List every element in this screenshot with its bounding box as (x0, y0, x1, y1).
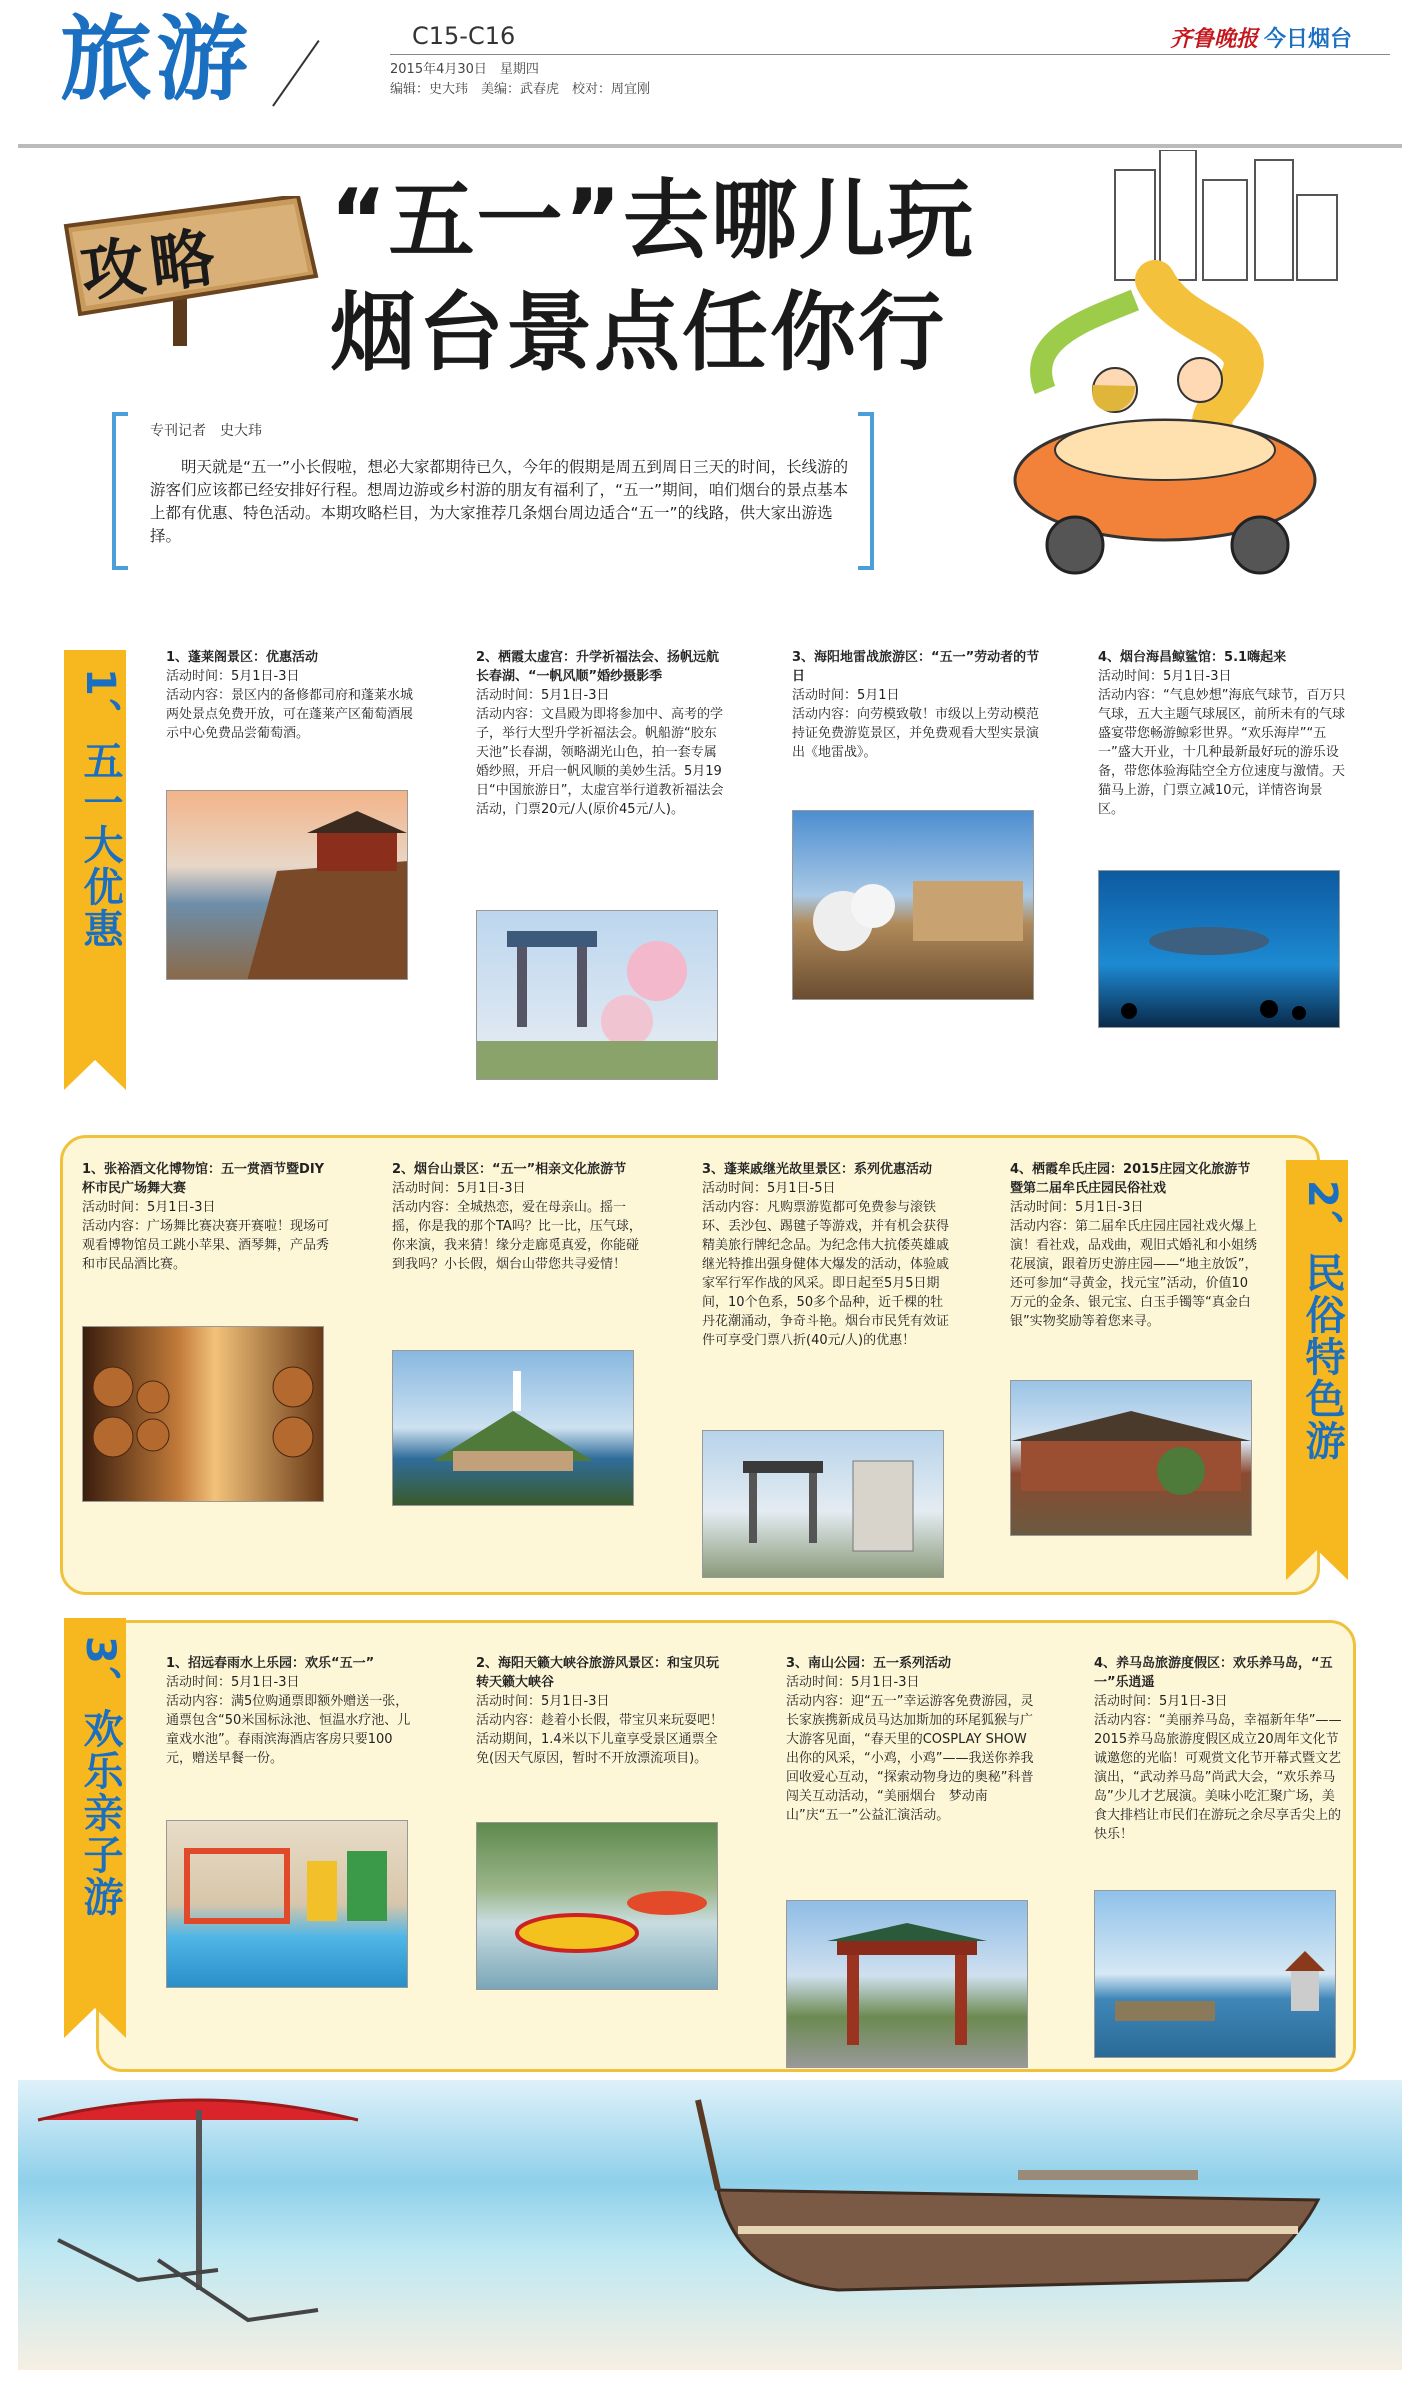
item-time: 活动时间：5月1日-3日 (166, 669, 300, 684)
section-2-item-4 (1010, 1160, 1260, 1331)
item-content: 活动内容：景区内的备修都司府和蓬莱水城两处景点免费开放，可在蓬莱产区葡萄酒展示中心免费品尝葡萄酒。 (166, 688, 414, 741)
photo-penglai-pavilion (166, 790, 408, 980)
section-3-item-3 (786, 1654, 1036, 1825)
page-numbers: C15-C16 (412, 22, 516, 50)
photo-nanshan-park-gate (786, 1900, 1028, 2068)
item-title: 4、烟台海昌鲸鲨馆：5.1嗨起来 (1098, 650, 1287, 665)
section-3-item-4 (1094, 1654, 1344, 1844)
item-content: 活动内容：“气息妙想”海底气球节，百万只气球，五大主题气球展区，前所未有的气球盛宴带您畅游鲸彩世界。“欢乐海岸”“五一”盛大开业，十几种最新最好玩的游乐设备，带您体验海陆空全方位速度与激情。天猫马上游，门票立减10元，详情咨询景区。 (1098, 688, 1346, 817)
item-time: 活动时间：5月1日-3日 (1098, 669, 1232, 684)
reporter-byline: 专刊记者 史大玮 (150, 423, 262, 439)
photo-qi-jiguang-memorial (702, 1430, 944, 1578)
item-content: 活动内容：全城热恋，爱在母亲山。摇一摇，你是我的那个TA吗？比一比，压气球，你来演，我来猜！缘分走廊觅真爱，你能碰到我吗？小长假，烟台山带您共寻爱情！ (392, 1200, 642, 1272)
section-3-item-2 (476, 1654, 726, 1768)
item-content: 活动内容：趁着小长假，带宝贝来玩耍吧！活动期间，1.4米以下儿童享受景区通票全免(因天气原因，暂时不开放漂流项目)。 (476, 1713, 724, 1766)
item-time: 活动时间：5月1日-3日 (1010, 1200, 1144, 1215)
headline-line-1: “五一”去哪儿玩 (330, 171, 976, 271)
section-1-item-1 (166, 648, 416, 743)
intro-paragraph: 明天就是“五一”小长假啦，想必大家都期待已久，今年的假期是周五到周日三天的时间，长线游的游客们应该都已经安排好行程。想周边游或乡村游的朋友有福利了，“五一”期间，咱们烟台的景点基本上都有优惠、特色活动。本期攻略栏目，为大家推荐几条烟台周边适合“五一”的线路，供大家出游选择。 (150, 458, 849, 545)
item-title: 4、养马岛旅游度假区：欢乐养马岛，“五一”乐逍遥 (1094, 1656, 1333, 1690)
photo-mou-family-manor (1010, 1380, 1252, 1536)
item-content: 活动内容：广场舞比赛决赛开赛啦！现场可观看博物馆员工跳小苹果、酒琴舞，产品秀和市民品酒比赛。 (82, 1219, 330, 1272)
section-2-item-2 (392, 1160, 642, 1274)
car-illustration (985, 150, 1405, 580)
editors-line: 编辑：史大玮 美编：武春虎 校对：周宜刚 (390, 82, 651, 97)
item-title: 2、栖霞太虚宫：升学祈福法会、扬帆远航长春湖、“一帆风顺”婚纱摄影季 (476, 650, 720, 684)
item-content: 活动内容：文昌殿为即将参加中、高考的学子，举行大型升学祈福法会。帆船游“胶东天池”长春湖，领略湖光山色，拍一套专属婚纱照，开启一帆风顺的美妙生活。5月19日“中国旅游日”，太虚宫举行道教祈福法会活动，门票20元/人(原价45元/人)。 (476, 707, 724, 817)
item-time: 活动时间：5月1日-3日 (392, 1181, 526, 1196)
item-time: 活动时间：5月1日-5日 (702, 1181, 836, 1196)
brand-paper: 齐鲁晚报 (1170, 27, 1259, 52)
item-title: 3、南山公园：五一系列活动 (786, 1656, 952, 1671)
section-2-item-3 (702, 1160, 952, 1350)
photo-wine-cellar (82, 1326, 324, 1502)
section-1-banner: 1、五一大优惠 (77, 668, 123, 950)
photo-landmine-show (792, 810, 1034, 1000)
item-content: 活动内容：第二届牟氏庄园庄园社戏火爆上演！看社戏，品戏曲，观旧式婚礼和小姐绣花展演，跟着历史游庄园——“地主放饭”，还可参加“寻黄金，找元宝”活动，价值10万元的金条、银元宝、白玉手镯等“真金白银”实物奖励等着您来寻。 (1010, 1219, 1258, 1329)
item-time: 活动时间：5月1日-3日 (476, 1694, 610, 1709)
intro-bracket-right (858, 412, 874, 570)
item-title: 2、烟台山景区：“五一”相亲文化旅游节 (392, 1162, 627, 1177)
item-time: 活动时间：5月1日 (792, 688, 900, 703)
item-title: 3、海阳地雷战旅游区：“五一”劳动者的节日 (792, 650, 1040, 684)
intro-bracket-left (112, 412, 128, 570)
beach-illustration (18, 2080, 1402, 2370)
section-title: 旅游 (60, 6, 253, 113)
section-1-item-2 (476, 648, 726, 819)
item-content: 活动内容：“美丽养马岛，幸福新年华”——2015养马岛旅游度假区成立20周年文化节诚邀您的光临！可观赏文化节开幕式暨文艺演出，“武动养马岛”尚武大会，“欢乐养马岛”少儿才艺展演。美味小吃汇聚广场，美食大排档让市民们在游玩之余尽享舌尖上的快乐！ (1094, 1713, 1342, 1842)
photo-canyon-rafting (476, 1822, 718, 1990)
item-content: 活动内容：向劳模致敬！市级以上劳动模范持证免费游览景区，并免费观看大型实景演出《地雷战》。 (792, 707, 1040, 760)
item-time: 活动时间：5月1日-3日 (1094, 1694, 1228, 1709)
section-2-banner: 2、民俗特色游 (1299, 1180, 1345, 1462)
headline-line-2: 烟台景点任你行 (330, 283, 946, 383)
item-title: 2、海阳天籁大峡谷旅游风景区：和宝贝玩转天籁大峡谷 (476, 1656, 720, 1690)
section-1-item-4 (1098, 648, 1348, 819)
header-bottom-rule (18, 144, 1402, 148)
item-title: 3、蓬莱戚继光故里景区：系列优惠活动 (702, 1162, 933, 1177)
item-time: 活动时间：5月1日-3日 (82, 1200, 216, 1215)
newspaper-brand (1170, 22, 1352, 53)
brand-edition: 今日烟台 (1264, 27, 1353, 52)
sign-text: 攻略 (76, 220, 225, 312)
photo-whale-shark-aquarium (1098, 870, 1340, 1028)
section-3-item-1 (166, 1654, 416, 1768)
item-title: 1、蓬莱阁景区：优惠活动 (166, 650, 319, 665)
date-line: 2015年4月30日 星期四 (390, 62, 539, 77)
item-content: 活动内容：满5位购通票即额外赠送一张，通票包含“50米国标泳池、恒温水疗池、儿童戏水池”。春雨滨海酒店客房只要100元，赠送早餐一份。 (166, 1694, 411, 1766)
item-time: 活动时间：5月1日-3日 (786, 1675, 920, 1690)
section-3-banner: 3、欢乐亲子游 (77, 1636, 123, 1918)
section-2-item-1 (82, 1160, 332, 1274)
header-rule (390, 54, 1390, 55)
item-content: 活动内容：凡购票游览都可免费参与滚铁环、丢沙包、踢毽子等游戏，并有机会获得精美旅行牌纪念品。为纪念伟大抗倭英雄戚继光特推出强身健体大爆发的活动，体验戚家军行军作战的风采。即日起至5月5日期间，10个色系，50多个品种，近千棵的牡丹花潮涌动，争奇斗艳。烟台市民凭有效证件可享受门票八折(40元/人)的优惠！ (702, 1200, 950, 1348)
photo-indoor-water-park (166, 1820, 408, 1988)
photo-taixu-palace (476, 910, 718, 1080)
photo-yantai-hill (392, 1350, 634, 1506)
item-title: 1、招远春雨水上乐园：欢乐“五一” (166, 1656, 375, 1671)
item-time: 活动时间：5月1日-3日 (166, 1675, 300, 1690)
section-1-item-3 (792, 648, 1042, 762)
item-time: 活动时间：5月1日-3日 (476, 688, 610, 703)
publication-info (390, 60, 650, 100)
photo-yangma-island (1094, 1890, 1336, 2058)
item-title: 4、栖霞牟氏庄园：2015庄园文化旅游节暨第二届牟氏庄园民俗社戏 (1010, 1162, 1251, 1196)
masthead-divider (272, 40, 320, 107)
item-content: 活动内容：迎“五一”幸运游客免费游园，灵长家族携新成员马达加斯加的环尾狐猴与广大游客见面，“春天里的COSPLAY SHOW出你的风采，“小鸡，小鸡”——我送你养我回收爱心互动，“探索动物身边的奥秘”科普闯关互动活动，“美丽烟台 梦动南山”庆“五一”公益汇演活动。 (786, 1694, 1034, 1823)
item-title: 1、张裕酒文化博物馆：五一赏酒节暨DIY杯市民广场舞大赛 (82, 1162, 325, 1196)
